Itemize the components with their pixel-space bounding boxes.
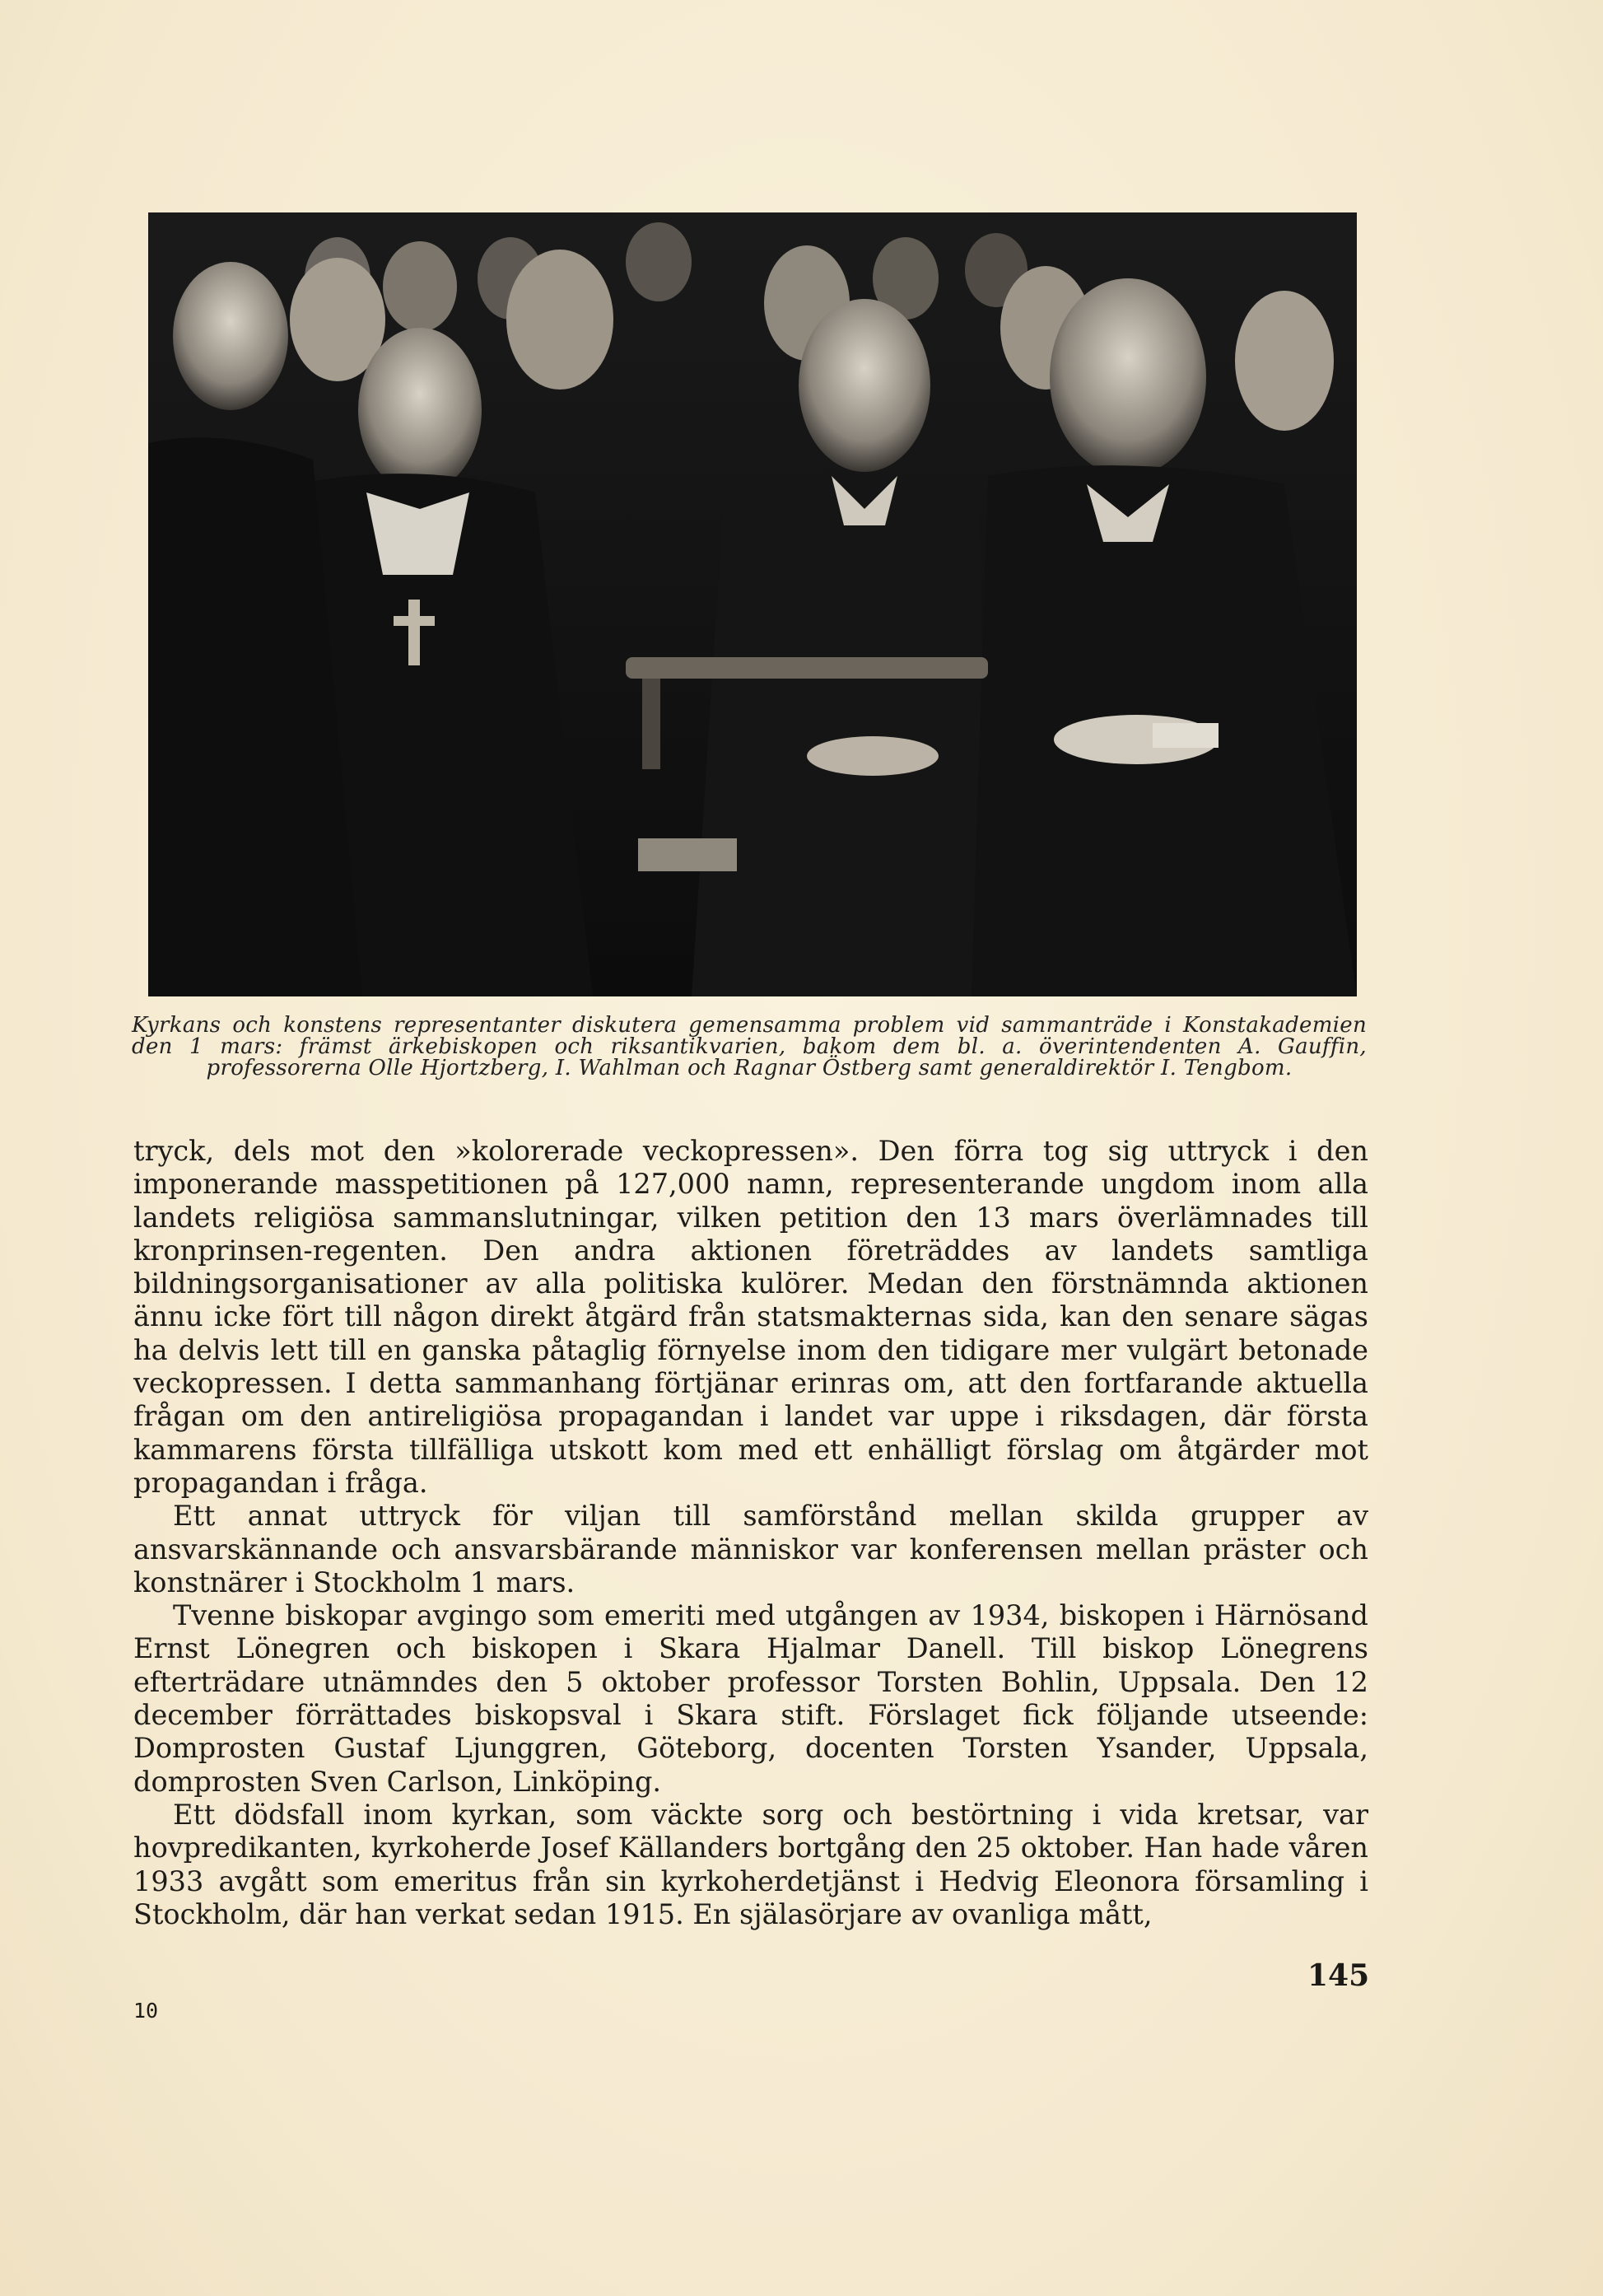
group-photo — [148, 212, 1357, 996]
article-body — [133, 1135, 1368, 1931]
photo-illustration-icon — [148, 212, 1357, 996]
photo-caption: Kyrkans och konstens representanter diskutera gemensamma problem vid sammanträde i Konstakademien den 1 mars: främst ärkebiskopen och riksantikvarien, bakom dem bl. a. överintendenten A. Gauffin, professorerna Olle Hjortzberg, I. Wahlman och Ragnar Östberg samt generaldirektör I. Tengbom. — [132, 1013, 1367, 1080]
paragraph: Ett annat uttryck för viljan till samförstånd mellan skilda grupper av ansvarskännande och ansvarsbärande människor var konferensen mellan präster och konstnärer i Stockholm 1 mars. — [133, 1500, 1368, 1598]
page-number: 145 — [1307, 1958, 1370, 1993]
paragraph: Ett dödsfall inom kyrkan, som väckte sorg och bestörtning i vida kretsar, var hovpredikanten, kyrkoherde Josef Källanders bortgång den 25 oktober. Han hade våren 1933 avgått som emeritus från sin kyrkoherdetjänst i Hedvig Eleonora församling i Stockholm, där han verkat sedan 1915. En själasörjare av ovanliga mått, — [133, 1798, 1368, 1930]
paragraph: tryck, dels mot den »kolorerade veckopressen». Den förra tog sig uttryck i den imponerande masspetitionen på 127,000 namn, representerande ungdom inom alla landets religiösa sammanslutningar, vilken petition den 13 mars överlämnades till kronprinsen-regenten. Den andra aktionen företräddes av landets samtliga bildningsorganisationer av alla politiska kulörer. Medan den förstnämnda aktionen ännu icke fört till någon direkt åtgärd från statsmakternas sida, kan den senare sägas ha delvis lett till en ganska påtaglig förnyelse inom den tidigare mer vulgärt betonade veckopressen. I detta sammanhang förtjänar erinras om, att den fortfarande aktuella frågan om den antireligiösa propagandan i landet var uppe i riksdagen, där första kammarens första tillfälliga utskott kom med ett enhälligt förslag om åtgärder mot propagandan i fråga. — [133, 1135, 1368, 1499]
signature-mark: 10 — [133, 1999, 159, 2023]
paragraph: Tvenne biskopar avgingo som emeriti med utgången av 1934, biskopen i Härnösand Ernst Lönegren och biskopen i Skara Hjalmar Danell. Till biskop Lönegrens efterträdare utnämndes den 5 oktober professor Torsten Bohlin, Uppsala. Den 12 december förrättades biskopsval i Skara stift. Förslaget fick följande utseende: Domprosten Gustaf Ljunggren, Göteborg, docenten Torsten Ysander, Uppsala, domprosten Sven Carlson, Linköping. — [133, 1599, 1368, 1798]
